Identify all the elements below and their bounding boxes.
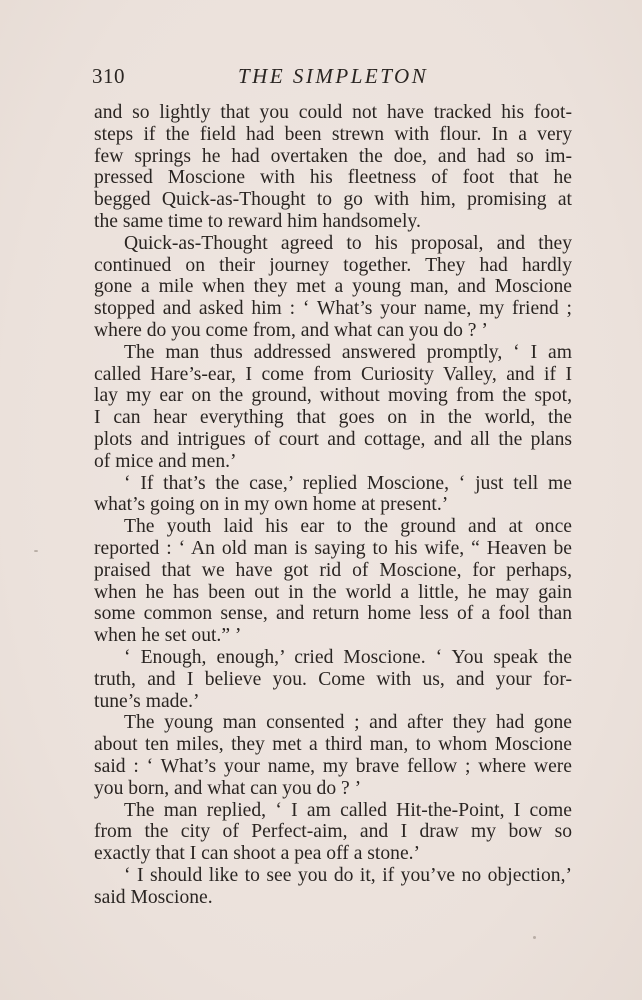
text-line: The man replied, ‘ I am called Hit-the-Point, I come [124, 799, 572, 821]
page-header [92, 64, 572, 92]
text-line: praised that we have got rid of Moscione, for perhaps, [94, 559, 572, 581]
text-line: said Moscione. [94, 886, 213, 908]
text-line: about ten miles, they met a third man, to whom Moscione [94, 734, 572, 756]
text-line: what’s going on in my own home at present.’ [94, 494, 449, 516]
text-line: The man thus addressed answered promptly, ‘ I am [124, 341, 572, 363]
paper-speck [34, 550, 38, 552]
text-line: plots and intrigues of court and cottage, and all the plans [94, 428, 572, 450]
text-line: when he set out.” ’ [94, 625, 242, 647]
text-line: where do you come from, and what can you do ? ’ [94, 319, 488, 341]
text-line: ‘ I should like to see you do it, if you’ve no objection,’ [124, 864, 572, 886]
text-line: you born, and what can you do ? ’ [94, 777, 362, 799]
text-line: ‘ Enough, enough,’ cried Moscione. ‘ You speak the [124, 646, 572, 668]
text-line: The young man consented ; and after they had gone [124, 712, 572, 734]
page-number: 310 [92, 64, 125, 88]
text-line: and so lightly that you could not have tracked his foot- [94, 102, 572, 123]
text-line: reported : ‘ An old man is saying to his wife, “ Heaven be [94, 537, 572, 559]
running-title: THE SIMPLETON [238, 64, 429, 88]
text-line: begged Quick-as-Thought to go with him, promising at [94, 189, 572, 211]
text-line: I can hear everything that goes on in the world, the [94, 407, 572, 429]
text-line: tune’s made.’ [94, 690, 200, 712]
text-line: pressed Moscione with his fleetness of foot that he [94, 167, 572, 189]
text-line: of mice and men.’ [94, 450, 237, 472]
text-line: steps if the field had been strewn with flour. In a very [94, 123, 572, 145]
text-line: The youth laid his ear to the ground and at once [124, 516, 572, 538]
text-line: from the city of Perfect-aim, and I draw my bow so [94, 821, 572, 843]
text-line: stopped and asked him : ‘ What’s your name, my friend ; [94, 298, 572, 320]
text-line: exactly that I can shoot a pea off a stone.’ [94, 843, 421, 865]
text-line: when he has been out in the world a little, he may gain [94, 581, 572, 603]
text-line: some common sense, and return home less of a fool than [94, 603, 572, 625]
text-line: Quick-as-Thought agreed to his proposal, and they [124, 232, 572, 254]
text-line: continued on their journey together. They had hardly [94, 254, 572, 276]
text-line: ‘ If that’s the case,’ replied Moscione, ‘ just tell me [124, 472, 572, 494]
text-line: lay my ear on the ground, without moving from the spot, [94, 385, 572, 407]
text-line: said : ‘ What’s your name, my brave fellow ; where were [94, 755, 572, 777]
text-line: gone a mile when they met a young man, and Moscione [94, 276, 572, 298]
text-line: called Hare’s-ear, I come from Curiosity Valley, and if I [94, 363, 572, 385]
text-line: few springs he had overtaken the doe, and had so im- [94, 145, 572, 167]
text-line: the same time to reward him handsomely. [94, 210, 421, 232]
text-line: truth, and I believe you. Come with us, and your for- [94, 668, 572, 690]
body-text [94, 102, 572, 908]
paper-speck [533, 936, 536, 939]
